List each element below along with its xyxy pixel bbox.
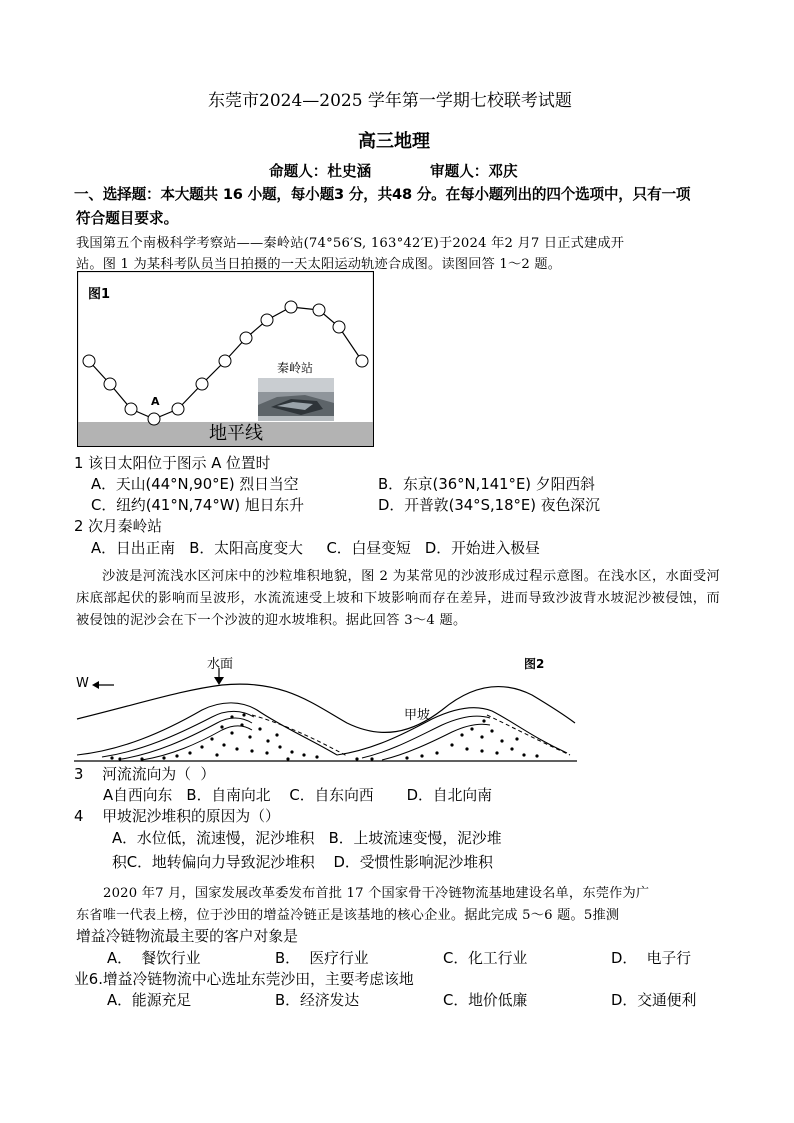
q6-option-b: B．经济发达 [275,992,360,1009]
sun-position [83,355,95,367]
sun-position [104,378,116,390]
q1-option-d: D．开普敦(34°S,18°E) 夜色深沉 [378,497,600,514]
figure2-label: 图2 [524,657,545,671]
sun-position [196,378,208,390]
water-surface [77,684,575,732]
q6-option-c: C．地价低廉 [443,992,528,1009]
passage2: 沙波是河流浅水区河床中的沙粒堆积地貌，图 2 为某常见的沙波形成过程示意图。在浅水区，水面受河床底部起伏的影响而呈波形，水流流速受上坡和下坡影响而存在差异，进而导致沙波背水坡泥沙被侵蚀，而被侵蚀的泥沙会在下一个沙波的迎水坡堆积。据此回答 3～4 题。 [76,569,720,628]
water-surface-label: 水面 [207,657,234,672]
subject-title: 高三地理 [358,131,430,152]
horizon-label: 地平线 [209,423,263,444]
sun-position [285,301,297,313]
q5-option-a: A． 餐饮行业 [107,950,201,967]
exam-title: 东莞市2024—2025 学年第一学期七校联考试题 [208,91,572,111]
q4-stem: 4 甲坡泥沙堆积的原因为（） [74,808,280,825]
sun-position [356,355,368,367]
q1-stem: 1 该日太阳位于图示 A 位置时 [74,455,271,472]
sun-position [172,403,184,415]
west-label: W [76,676,89,691]
sun-position [125,403,137,415]
q1-option-c: C．纽约(41°N,74°W) 旭日东升 [91,497,305,514]
station-label: 秦岭站 [277,361,314,375]
q5-option-c: C．化工行业 [443,950,528,967]
sun-position [313,304,325,316]
q4-options-line1: A．水位低，流速慢，泥沙堆积 B．上坡流速变慢，泥沙堆 [112,830,502,847]
sand-particles [286,719,538,760]
q2-options: A．日出正南 B．太阳高度变大 C．白昼变短 D．开始进入极昼 [91,540,540,557]
station-photo [258,378,334,421]
section-heading-line2: 符合题目要求。 [76,210,179,227]
q5-option-b: B． 医疗行业 [275,950,369,967]
q3-options: A自西向东 B．自南向北 C．自东向西 D．自北向南 [103,787,492,804]
q2-stem: 2 次月秦岭站 [74,518,163,535]
q1-option-b: B．东京(36°N,141°E) 夕阳西斜 [378,476,595,493]
sand-particles [110,713,318,760]
passage1-line2: 站。图 1 为某科考队员当日拍摄的一天太阳运动轨迹合成图。读图回答 1～2 题。 [76,257,562,272]
passage3-line1: 2020 年7 月，国家发展改革委发布首批 17 个国家骨干冷链物流基地建设名单，东莞作为广 [103,886,650,901]
passage1-line1: 我国第五个南极科学考察站——秦岭站(74°56′S, 163°42′E)于2024 年2 月7 日正式建成开 [76,236,625,251]
sun-position [333,321,345,333]
passage3-line2: 东省唯一代表上榜，位于沙田的增益冷链正是该基地的核心企业。据此完成 5～6 题。5推测 [76,908,620,923]
q3-stem: 3 河流流向为（ ） [74,766,216,783]
q6-option-d: D．交通便利 [611,992,697,1009]
sun-position [261,314,273,326]
q5-option-d: D． 电子行 [611,950,691,967]
sun-position [219,355,231,367]
q1-option-a: A．天山(44°N,90°E) 烈日当空 [91,476,299,493]
reviewer-line: 审题人：邓庆 [430,163,518,180]
figure2-sand-wave [72,655,577,767]
q5-continuation: 业6.增益冷链物流中心选址东莞沙田，主要考虑该地 [74,971,414,988]
sun-position [240,332,252,344]
section-heading-line1: 一、选择题：本大题共 16 小题，每小题3 分，共48 分。在每小题列出的四个选项中，只有一项 [74,186,691,203]
q6-option-a: A．能源充足 [107,992,192,1009]
slope-label: 甲坡 [404,708,431,723]
figure1-sun-path [77,271,374,447]
author-line: 命题人：杜史涵 [269,163,372,180]
q4-options-line2: 积C．地转偏向力导致泥沙堆积 D．受惯性影响泥沙堆积 [112,854,493,871]
passage3-line3: 增益冷链物流最主要的客户对象是 [76,928,298,945]
sun-position-a [148,413,160,425]
figure1-label: 图1 [88,287,111,302]
point-a-label: A [151,395,160,408]
